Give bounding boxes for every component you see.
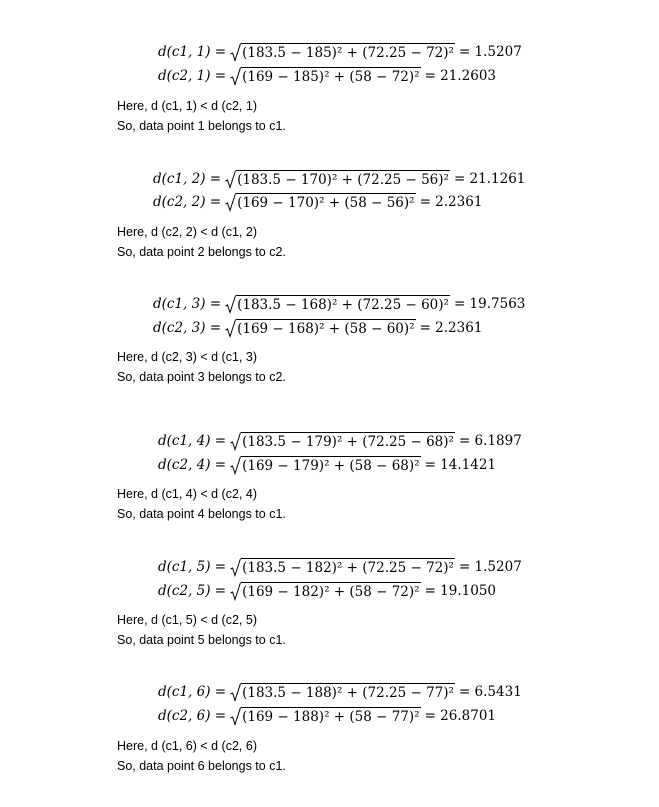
equation-lhs: d(c1, 1) = [158, 44, 227, 60]
conclusion-text: So, data point 2 belongs to c2. [117, 245, 286, 259]
equation-lhs: d(c2, 1) = [158, 68, 227, 84]
square-root [225, 170, 450, 189]
radical-sign-icon [225, 193, 236, 212]
equation-lhs: d(c2, 5) = [158, 583, 227, 599]
conclusion-text: So, data point 6 belongs to c1. [117, 759, 286, 773]
conclusion-text: So, data point 5 belongs to c1. [117, 633, 286, 647]
radical-sign-icon [230, 707, 241, 726]
equation-c1-point-3 [153, 294, 525, 314]
equation-c2-point-3 [153, 318, 482, 338]
equation-c2-point-1 [158, 66, 496, 86]
equation-radicand: (183.5 − 179)² + (72.25 − 68)² [242, 433, 454, 450]
equation-radicand: (169 − 179)² + (58 − 68)² [242, 457, 420, 474]
square-root [230, 582, 420, 601]
equation-c2-point-4 [158, 455, 496, 475]
equation-c1-point-1 [158, 42, 522, 62]
equation-result: = 1.5207 [458, 44, 522, 60]
square-root [230, 456, 420, 475]
equation-result: = 26.8701 [424, 708, 497, 724]
equation-c2-point-5 [158, 581, 496, 601]
equation-lhs: d(c1, 2) = [153, 171, 222, 187]
comparison-text: Here, d (c2, 3) < d (c1, 3) [117, 350, 257, 364]
equation-lhs: d(c2, 4) = [158, 457, 227, 473]
square-root [230, 43, 455, 62]
equation-c1-point-5 [158, 557, 522, 577]
equation-lhs: d(c1, 5) = [158, 559, 227, 575]
radical-sign-icon [230, 456, 241, 475]
equation-result: = 21.2603 [424, 68, 497, 84]
radical-sign-icon [225, 295, 236, 314]
equation-radicand: (183.5 − 182)² + (72.25 − 72)² [242, 559, 454, 576]
equation-radicand: (169 − 170)² + (58 − 56)² [237, 194, 415, 211]
equation-radicand: (183.5 − 170)² + (72.25 − 56)² [237, 171, 449, 188]
square-root [230, 707, 420, 726]
conclusion-text: So, data point 1 belongs to c1. [117, 119, 286, 133]
comparison-text: Here, d (c1, 5) < d (c2, 5) [117, 613, 257, 627]
equation-radicand: (169 − 182)² + (58 − 72)² [242, 583, 420, 600]
equation-c2-point-2 [153, 192, 482, 212]
equation-c1-point-4 [158, 431, 522, 451]
square-root [225, 295, 450, 314]
square-root [230, 67, 420, 86]
equation-radicand: (169 − 185)² + (58 − 72)² [242, 68, 420, 85]
equation-result: = 1.5207 [458, 559, 522, 575]
equation-result: = 19.7563 [453, 296, 526, 312]
equation-radicand: (169 − 168)² + (58 − 60)² [237, 320, 415, 337]
equation-result: = 14.1421 [424, 457, 497, 473]
equation-result: = 6.1897 [458, 433, 522, 449]
equation-c1-point-2 [153, 169, 525, 189]
equation-lhs: d(c1, 3) = [153, 296, 222, 312]
comparison-text: Here, d (c1, 6) < d (c2, 6) [117, 739, 257, 753]
equation-lhs: d(c2, 2) = [153, 194, 222, 210]
comparison-text: Here, d (c1, 4) < d (c2, 4) [117, 487, 257, 501]
equation-result: = 21.1261 [453, 171, 526, 187]
radical-sign-icon [225, 319, 236, 338]
equation-radicand: (183.5 − 185)² + (72.25 − 72)² [242, 44, 454, 61]
equation-lhs: d(c2, 6) = [158, 708, 227, 724]
equation-lhs: d(c1, 4) = [158, 433, 227, 449]
square-root [225, 319, 415, 338]
equation-result: = 2.2361 [419, 194, 483, 210]
square-root [230, 558, 455, 577]
equation-radicand: (169 − 188)² + (58 − 77)² [242, 708, 420, 725]
radical-sign-icon [230, 558, 241, 577]
equation-result: = 6.5431 [458, 684, 522, 700]
equation-radicand: (183.5 − 168)² + (72.25 − 60)² [237, 296, 449, 313]
comparison-text: Here, d (c1, 1) < d (c2, 1) [117, 99, 257, 113]
radical-sign-icon [230, 683, 241, 702]
conclusion-text: So, data point 4 belongs to c1. [117, 507, 286, 521]
radical-sign-icon [230, 67, 241, 86]
equation-result: = 19.1050 [424, 583, 497, 599]
square-root [225, 193, 415, 212]
equation-result: = 2.2361 [419, 320, 483, 336]
comparison-text: Here, d (c2, 2) < d (c1, 2) [117, 225, 257, 239]
equation-c1-point-6 [158, 682, 522, 702]
radical-sign-icon [230, 582, 241, 601]
conclusion-text: So, data point 3 belongs to c2. [117, 370, 286, 384]
radical-sign-icon [225, 170, 236, 189]
equation-lhs: d(c1, 6) = [158, 684, 227, 700]
radical-sign-icon [230, 43, 241, 62]
equation-lhs: d(c2, 3) = [153, 320, 222, 336]
square-root [230, 683, 455, 702]
equation-c2-point-6 [158, 706, 496, 726]
equation-radicand: (183.5 − 188)² + (72.25 − 77)² [242, 684, 454, 701]
square-root [230, 432, 455, 451]
radical-sign-icon [230, 432, 241, 451]
